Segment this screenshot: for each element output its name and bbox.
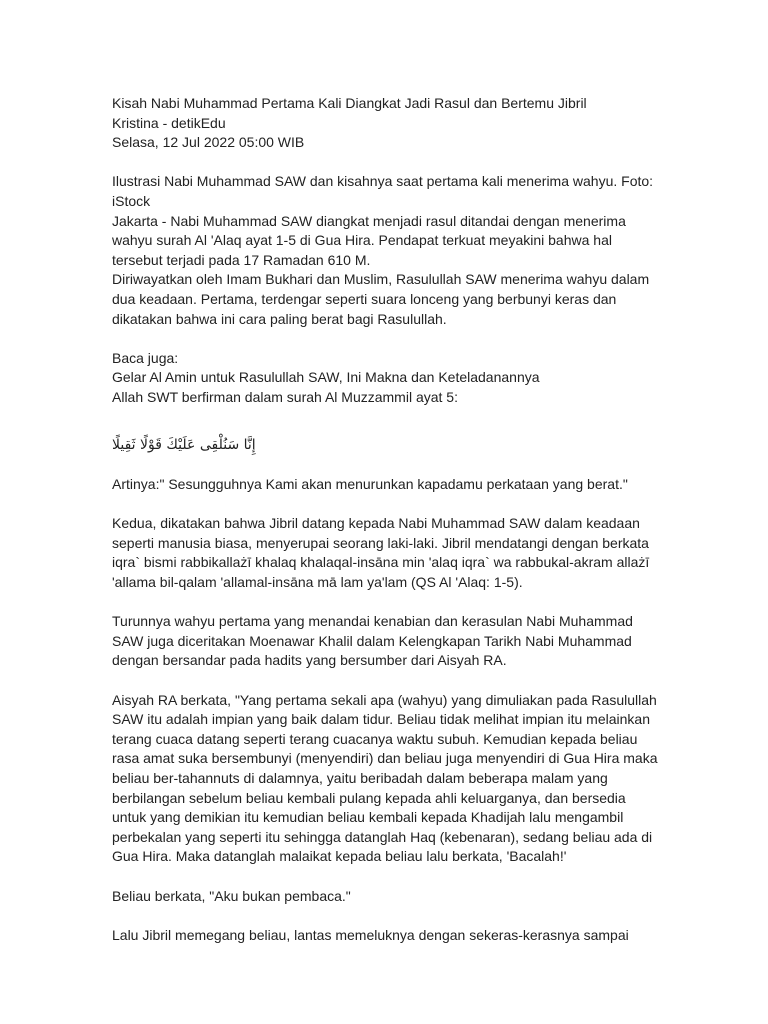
spacer: [112, 456, 660, 476]
spacer: [112, 906, 660, 926]
paragraph-aisyah-hadith: Aisyah RA berkata, "Yang pertama sekali apa (wahyu) yang dimuliakan pada Rasulullah SAW itu adalah impian yang baik dalam tidur. Beliau tidak melihat impian itu melainkan terang cuaca datang seperti terang cuacanya waktu subuh. Kemudian kepada beliau rasa amat suka bersembunyi (menyendiri) dan beliau juga menyendiri di Gua Hira maka beliau ber-tahannuts di dalamnya, yaitu beribadah dalam beberapa malam yang berbilangan sebelum beliau kembali pulang kepada ahli keluarganya, dan bersedia untuk yang demikian itu kemudian beliau kembali kepada Khadijah lalu mengambil perbekalan yang seperti itu sehingga datanglah Haq (kebenaran), sedang beliau ada di Gua Hira. Maka datanglah malaikat kepada beliau lalu berkata, 'Bacalah!': [112, 691, 658, 865]
document-page: [112, 94, 660, 945]
verse-translation: Artinya:" Sesungguhnya Kami akan menurunkan kapadamu perkataan yang berat.": [112, 476, 628, 493]
spacer: [112, 153, 660, 173]
read-also-link[interactable]: Gelar Al Amin untuk Rasulullah SAW, Ini Makna dan Keteladanannya: [112, 369, 540, 386]
paragraph-jibril-embrace: Lalu Jibril memegang beliau, lantas memeluknya dengan sekeras-kerasnya sampai: [112, 926, 629, 943]
paragraph-first-revelation: Turunnya wahyu pertama yang menandai kenabian dan kerasulan Nabi Muhammad SAW juga diceritakan Moenawar Khalil dalam Kelengkapan Tarikh Nabi Muhammad dengan bersandar pada hadits yang bersumber dari Aisyah RA.: [112, 613, 633, 669]
paragraph-second-state: Kedua, dikatakan bahwa Jibril datang kepada Nabi Muhammad SAW dalam keadaan seperti manusia biasa, menyerupai seorang laki-laki. Jibril mendatangi dengan berkata iqra` bismi rabbikallażī khalaq khalaqal-insāna min 'alaq iqra` wa rabbukal-akram allażī 'allama bil-qalam 'allamal-insāna mā lam ya'lam (QS Al 'Alaq: 1-5).: [112, 515, 650, 591]
article-title: Kisah Nabi Muhammad Pertama Kali Diangkat Jadi Rasul dan Bertemu Jibril: [112, 95, 587, 111]
read-also-label: Baca juga:: [112, 349, 179, 366]
paragraph-revelation: Diriwayatkan oleh Imam Bukhari dan Muslim, Rasulullah SAW menerima wahyu dalam dua keadaan. Pertama, terdengar seperti suara lonceng yang berbunyi keras dan dikatakan bahwa ini cara paling berat bagi Rasulullah.: [112, 271, 650, 327]
article-author: Kristina - detikEdu: [112, 114, 226, 131]
paragraph-not-reader: Beliau berkata, "Aku bukan pembaca.": [112, 887, 351, 904]
spacer: [112, 593, 660, 613]
spacer: [112, 329, 660, 349]
verse-intro: Allah SWT berfirman dalam surah Al Muzzammil ayat 5:: [112, 388, 458, 405]
paragraph-intro: Jakarta - Nabi Muhammad SAW diangkat menjadi rasul ditandai dengan menerima wahyu surah Al 'Alaq ayat 1-5 di Gua Hira. Pendapat terkuat meyakini bahwa hal tersebut terjadi pada 17 Ramadan 610 M.: [112, 212, 626, 268]
spacer: [112, 671, 660, 691]
spacer: [112, 408, 660, 434]
arabic-verse: إِنَّا سَنُلْقِى عَلَيْكَ قَوْلًا ثَقِيلًا: [112, 436, 256, 453]
article-date: Selasa, 12 Jul 2022 05:00 WIB: [112, 134, 305, 151]
image-caption: Ilustrasi Nabi Muhammad SAW dan kisahnya saat pertama kali menerima wahyu. Foto: iStock: [112, 173, 654, 209]
spacer: [112, 867, 660, 887]
spacer: [112, 495, 660, 515]
